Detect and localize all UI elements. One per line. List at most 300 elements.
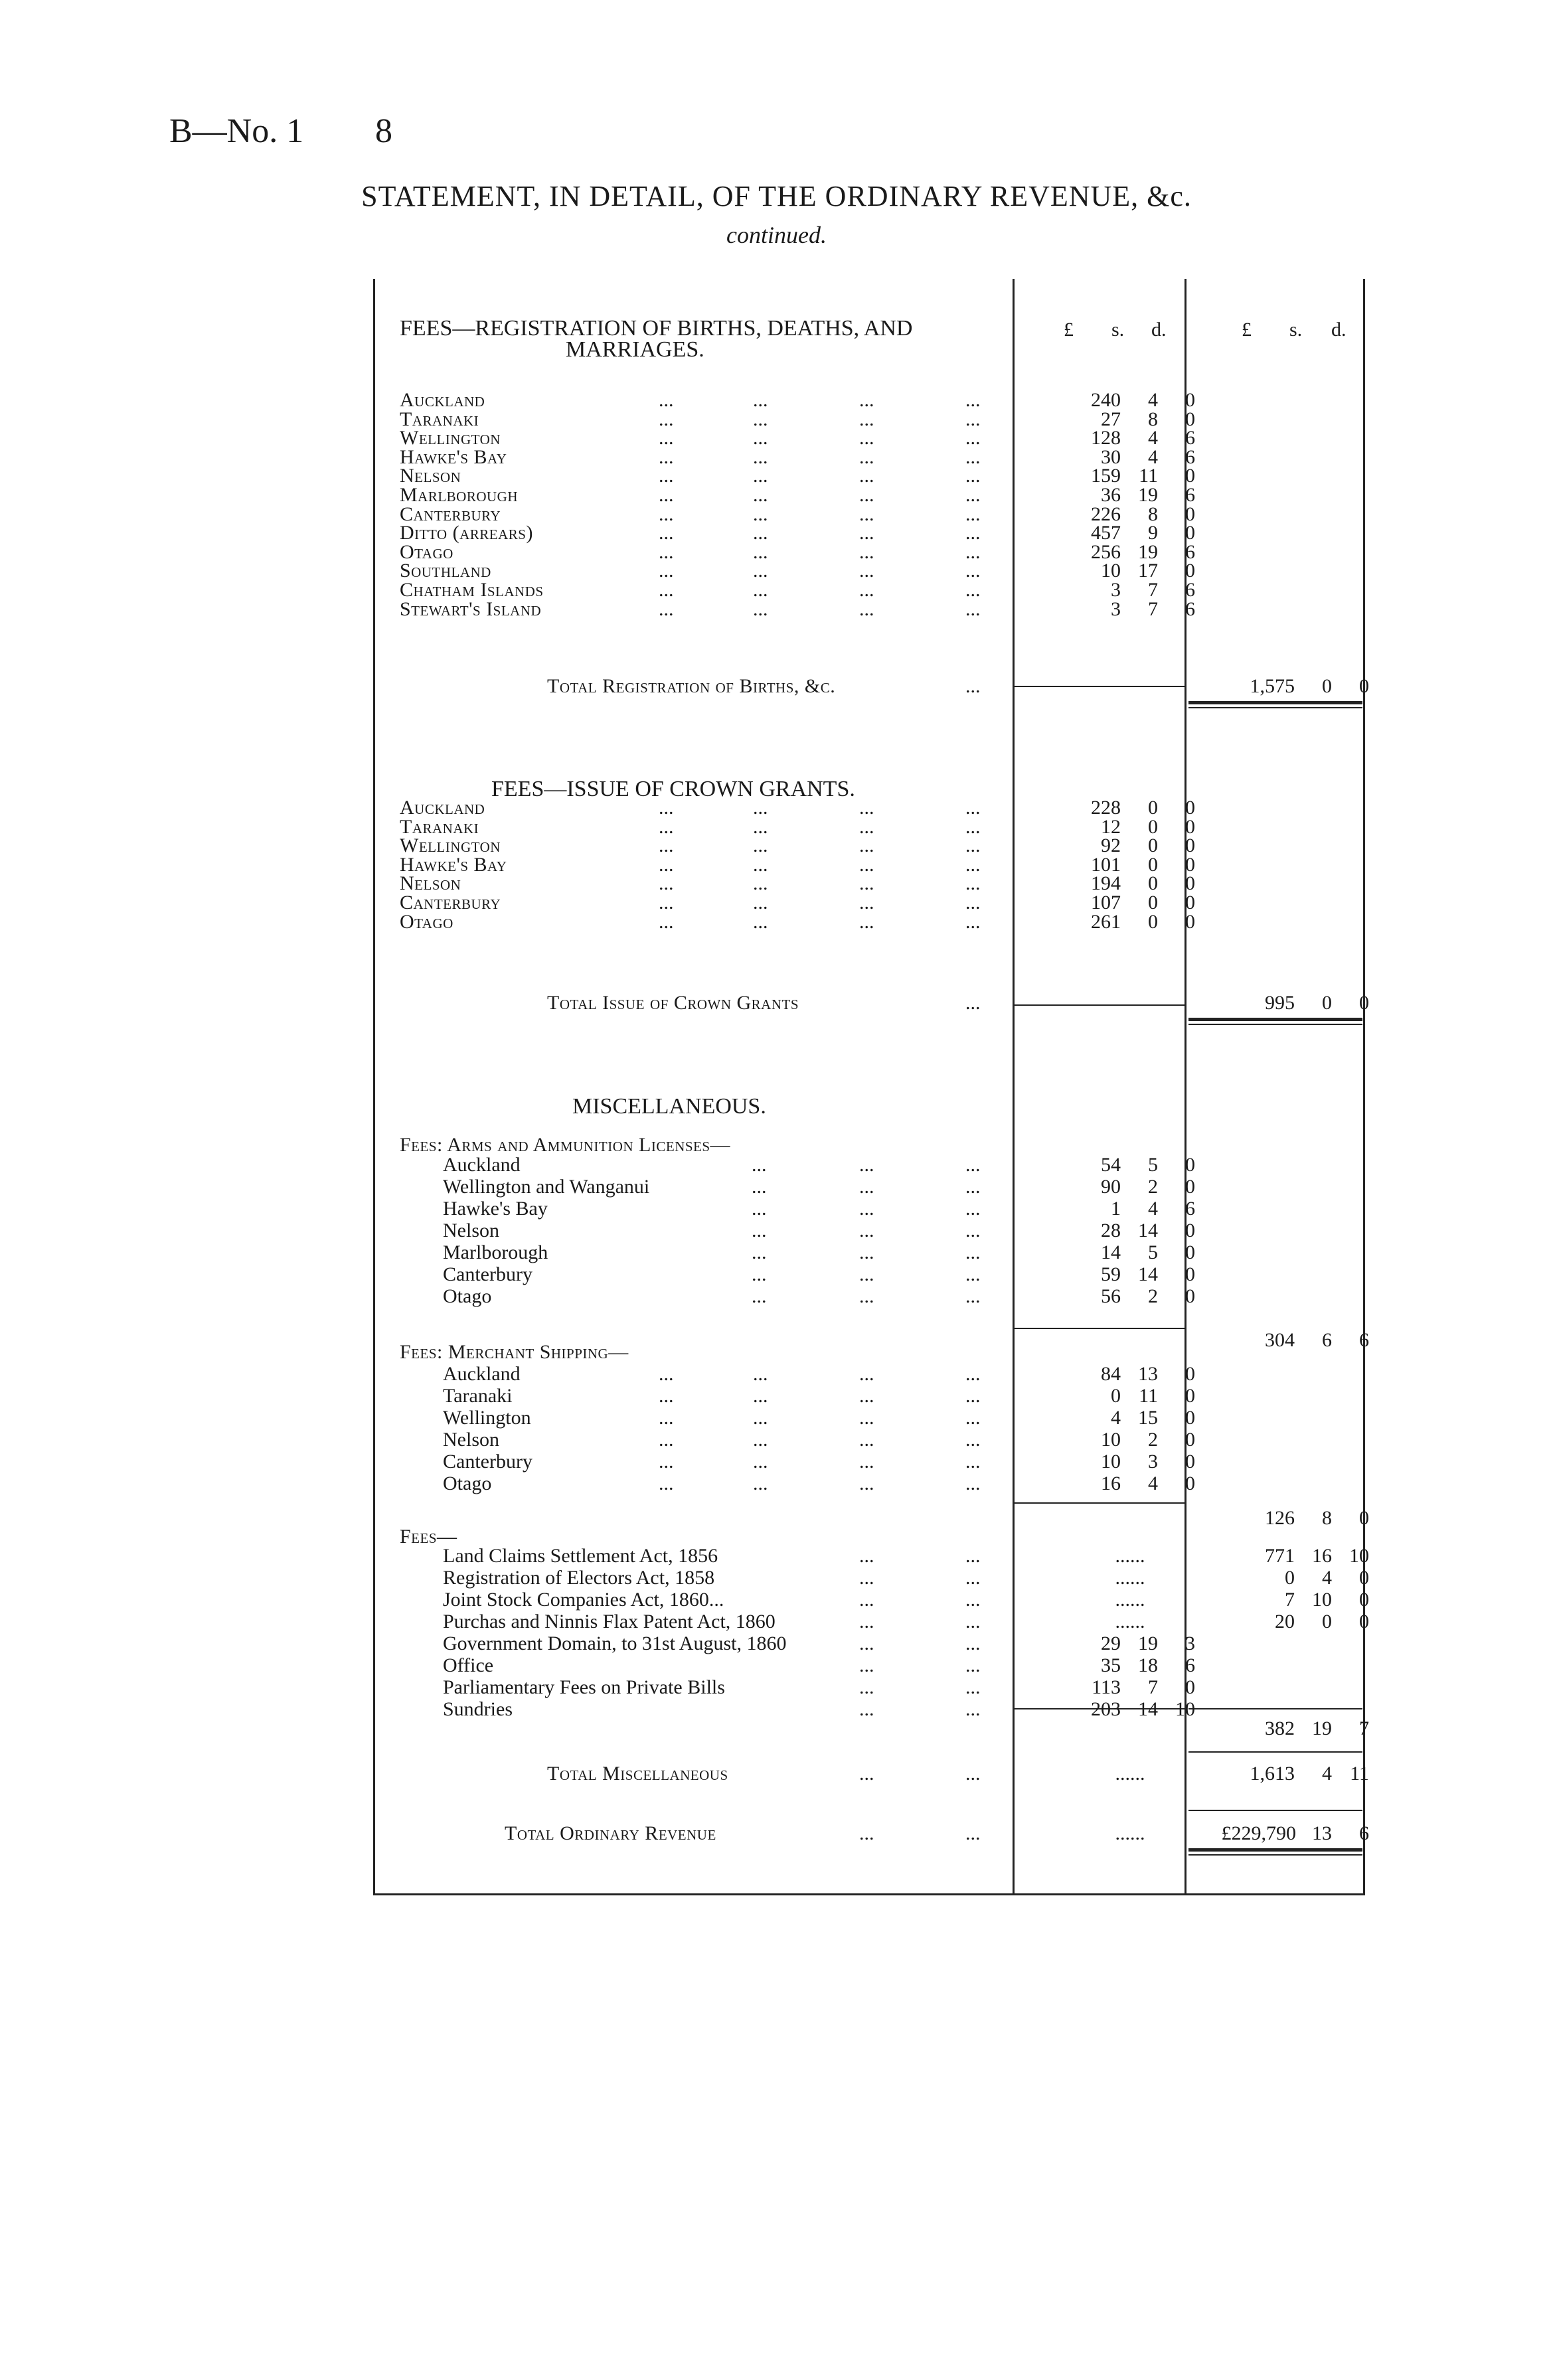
amount-cell: 0 [1148, 815, 1158, 838]
leader-dots: ... [859, 1567, 874, 1589]
amount-cell: 28 [1101, 1220, 1121, 1241]
amount-cell: 10 [1175, 1698, 1195, 1720]
crown-grants-section-title: FEES—ISSUE OF CROWN GRANTS. [491, 777, 855, 801]
leader-dots: ... [859, 1451, 874, 1472]
leader-dots: ... [659, 522, 674, 544]
leader-dots: ... [859, 1363, 874, 1385]
blank-filler: ...... [1115, 1589, 1145, 1611]
leader-dots: ... [753, 797, 768, 819]
leader-dots: ... [752, 1263, 767, 1285]
amount-cell: 9 [1148, 522, 1158, 544]
leader-dots: ... [752, 1198, 767, 1220]
leader-dots: ... [859, 540, 874, 563]
page-reference: B—No. 1 [169, 112, 304, 150]
table-row [373, 1154, 1365, 1176]
blank-filler: ...... [1115, 1763, 1145, 1785]
leader-dots: ... [965, 427, 981, 449]
leader-dots: ... [753, 408, 768, 430]
amount-cell: 19 [1138, 1632, 1158, 1654]
shipping-subtotal-pence: 0 [1359, 1507, 1369, 1529]
amount-cell: 54 [1101, 1154, 1121, 1176]
amount-cell: 261 [1091, 910, 1121, 933]
leader-dots: ... [659, 484, 674, 506]
amount-cell: 29 [1101, 1632, 1121, 1654]
arms-subtotal-pounds: 304 [1265, 1329, 1295, 1351]
amount-cell: 0 [1185, 1241, 1195, 1263]
amount-cell: 10 [1312, 1589, 1332, 1611]
amount-cell: 0 [1185, 1472, 1195, 1494]
row-label: Auckland [400, 389, 485, 411]
row-label: Auckland [443, 1363, 521, 1385]
amount-cell: 36 [1101, 484, 1121, 506]
leader-dots: ... [859, 1176, 874, 1198]
leader-dots: ... [659, 1451, 674, 1472]
leader-dots: ... [859, 1654, 874, 1676]
table-row [373, 598, 1365, 621]
amount-cell: 0 [1148, 892, 1158, 913]
amount-cell: 10 [1101, 560, 1121, 582]
leader-dots: ... [965, 1589, 981, 1611]
leader-dots: ... [753, 560, 768, 582]
leader-dots: ... [753, 522, 768, 544]
amount-cell: 457 [1091, 522, 1121, 544]
leader-dots: ... [659, 1429, 674, 1451]
amount-cell: 0 [1148, 872, 1158, 895]
col2-pence-heading: d. [1331, 319, 1347, 341]
row-label: Canterbury [400, 503, 501, 525]
leader-dots: ... [859, 1472, 874, 1494]
col-shilling-heading: s. [1111, 319, 1125, 341]
leader-dots: ... [965, 1385, 981, 1407]
row-label: Otago [443, 1472, 492, 1494]
table-row [373, 1589, 1369, 1611]
row-label: Office [443, 1654, 494, 1676]
amount-cell: 3 [1185, 1632, 1195, 1654]
row-label: Purchas and Ninnis Flax Patent Act, 1860 [443, 1611, 776, 1632]
leader-dots: ... [859, 1676, 874, 1698]
dots: ... [965, 992, 981, 1014]
table-row [373, 1220, 1365, 1242]
amount-cell: 14 [1138, 1698, 1158, 1720]
amount-cell: 6 [1185, 1198, 1195, 1220]
leader-dots: ... [752, 1285, 767, 1307]
double-rule [1188, 701, 1362, 704]
amount-cell: 19 [1138, 484, 1158, 506]
leader-dots: ... [965, 540, 981, 563]
col2-pound-heading: £ [1242, 319, 1252, 341]
leader-dots: ... [859, 1407, 874, 1429]
amount-cell: 0 [1185, 1363, 1195, 1385]
leader-dots: ... [965, 1611, 981, 1632]
amount-cell: 0 [1185, 1263, 1195, 1285]
amount-cell: 0 [1185, 503, 1195, 525]
amount-cell: 2 [1148, 1429, 1158, 1451]
fees-heading: Fees— [400, 1526, 457, 1547]
fees-subtotal-shillings: 19 [1312, 1717, 1332, 1739]
leader-dots: ... [659, 853, 674, 876]
leader-dots: ... [965, 834, 981, 857]
amount-cell: 8 [1148, 408, 1158, 430]
leader-dots: ... [753, 1451, 768, 1472]
row-label: Parliamentary Fees on Private Bills [443, 1676, 725, 1698]
leader-dots: ... [965, 503, 981, 525]
registration-total-label: Total Registration of Births, &c. [547, 675, 836, 697]
leader-dots: ... [859, 1698, 874, 1720]
row-label: Taranaki [443, 1385, 513, 1407]
amount-cell: 0 [1185, 389, 1195, 411]
leader-dots: ... [859, 408, 874, 430]
shipping-subtotal-shillings: 8 [1322, 1507, 1332, 1529]
amount-cell: 0 [1148, 834, 1158, 857]
amount-cell: 15 [1138, 1407, 1158, 1429]
arms-subtotal-pence: 6 [1359, 1329, 1369, 1351]
amount-cell: 194 [1091, 872, 1121, 895]
amount-cell: 0 [1185, 910, 1195, 933]
amount-cell: 0 [1185, 815, 1195, 838]
amount-cell: 113 [1092, 1676, 1121, 1698]
leader-dots: ... [965, 815, 981, 838]
amount-cell: 4 [1322, 1567, 1332, 1589]
leader-dots: ... [859, 892, 874, 913]
amount-cell: 30 [1101, 445, 1121, 468]
leader-dots: ... [659, 408, 674, 430]
leader-dots: ... [659, 540, 674, 563]
amount-cell: 6 [1185, 540, 1195, 563]
double-rule [1188, 1854, 1362, 1856]
dots: ... [965, 675, 981, 697]
amount-cell: 0 [1185, 1220, 1195, 1241]
amount-cell: 14 [1138, 1263, 1158, 1285]
double-rule [1188, 1018, 1362, 1021]
amount-cell: 12 [1101, 815, 1121, 838]
leader-dots: ... [965, 1198, 981, 1220]
leader-dots: ... [659, 579, 674, 601]
table-row [373, 1285, 1365, 1308]
leader-dots: ... [965, 1451, 981, 1472]
leader-dots: ... [659, 797, 674, 819]
leader-dots: ... [859, 1385, 874, 1407]
amount-cell: 6 [1185, 427, 1195, 449]
grand-total-pounds: £229,790 [1221, 1822, 1296, 1844]
amount-cell: 10 [1349, 1545, 1369, 1567]
leader-dots: ... [965, 1632, 981, 1654]
leader-dots: ... [659, 1407, 674, 1429]
leader-dots: ... [965, 1429, 981, 1451]
registration-section-title: FEES—REGISTRATION OF BIRTHS, DEATHS, AND [400, 316, 913, 341]
miscellaneous-section-title: MISCELLANEOUS. [572, 1094, 766, 1119]
leader-dots: ... [659, 597, 674, 620]
row-label: Otago [400, 540, 453, 563]
amount-cell: 0 [1111, 1385, 1121, 1407]
leader-dots: ... [859, 1632, 874, 1654]
amount-cell: 7 [1285, 1589, 1295, 1611]
row-label: Registration of Electors Act, 1858 [443, 1567, 715, 1589]
leader-dots: ... [753, 579, 768, 601]
amount-cell: 0 [1185, 1676, 1195, 1698]
leader-dots: ... [659, 892, 674, 913]
leader-dots: ... [753, 815, 768, 838]
amount-cell: 0 [1185, 1154, 1195, 1176]
leader-dots: ... [965, 853, 981, 876]
leader-dots: ... [859, 1154, 874, 1176]
double-rule [1188, 707, 1362, 708]
leader-dots: ... [659, 872, 674, 895]
leader-dots: ... [859, 465, 874, 487]
leader-dots: ... [859, 522, 874, 544]
leader-dots: ... [659, 389, 674, 411]
table-row [373, 1198, 1365, 1220]
amount-cell: 0 [1185, 522, 1195, 544]
rule [1013, 686, 1185, 687]
amount-cell: 771 [1265, 1545, 1295, 1567]
amount-cell: 14 [1138, 1220, 1158, 1241]
amount-cell: 16 [1101, 1472, 1121, 1494]
table-row [373, 1451, 1365, 1473]
row-label: Marlborough [443, 1241, 548, 1263]
leader-dots: ... [965, 597, 981, 620]
amount-cell: 0 [1185, 797, 1195, 819]
crown-grants-total-label: Total Issue of Crown Grants [547, 992, 799, 1014]
double-rule [1188, 1024, 1362, 1025]
amount-cell: 5 [1148, 1154, 1158, 1176]
leader-dots: ... [965, 1676, 981, 1698]
dots: ... [965, 1763, 981, 1785]
leader-dots: ... [753, 853, 768, 876]
amount-cell: 0 [1148, 853, 1158, 876]
table-row [373, 1407, 1365, 1429]
amount-cell: 0 [1359, 1589, 1369, 1611]
amount-cell: 128 [1091, 427, 1121, 449]
amount-cell: 1 [1111, 1198, 1121, 1220]
amount-cell: 0 [1148, 910, 1158, 933]
amount-cell: 14 [1101, 1241, 1121, 1263]
leader-dots: ... [753, 892, 768, 913]
col2-shilling-heading: s. [1289, 319, 1303, 341]
row-label: Canterbury [443, 1263, 532, 1285]
amount-cell: 35 [1101, 1654, 1121, 1676]
crown-grants-total-pounds: 995 [1265, 992, 1295, 1014]
amount-cell: 59 [1101, 1263, 1121, 1285]
amount-cell: 5 [1148, 1241, 1158, 1263]
amount-cell: 4 [1148, 445, 1158, 468]
amount-cell: 0 [1359, 1567, 1369, 1589]
arms-subtotal-shillings: 6 [1322, 1329, 1332, 1351]
crown-grants-total-pence: 0 [1359, 992, 1369, 1014]
leader-dots: ... [965, 1545, 981, 1567]
leader-dots: ... [659, 1472, 674, 1494]
row-label: Nelson [400, 872, 461, 895]
leader-dots: ... [859, 853, 874, 876]
leader-dots: ... [753, 503, 768, 525]
amount-cell: 6 [1185, 597, 1195, 620]
leader-dots: ... [859, 389, 874, 411]
row-label: Sundries [443, 1698, 513, 1720]
leader-dots: ... [659, 427, 674, 449]
leader-dots: ... [859, 1285, 874, 1307]
leader-dots: ... [753, 389, 768, 411]
merchant-shipping-heading: Fees: Merchant Shipping— [400, 1341, 629, 1363]
leader-dots: ... [859, 872, 874, 895]
document-subtitle: continued. [726, 222, 827, 248]
leader-dots: ... [752, 1241, 767, 1263]
amount-cell: 0 [1185, 834, 1195, 857]
leader-dots: ... [859, 1220, 874, 1241]
leader-dots: ... [659, 503, 674, 525]
table-row [373, 1632, 1365, 1655]
leader-dots: ... [859, 815, 874, 838]
amount-cell: 3 [1111, 579, 1121, 601]
amount-cell: 107 [1091, 892, 1121, 913]
leader-dots: ... [965, 1407, 981, 1429]
leader-dots: ... [859, 484, 874, 506]
row-label: Hawke's Bay [400, 445, 507, 468]
leader-dots: ... [659, 815, 674, 838]
amount-cell: 0 [1185, 408, 1195, 430]
leader-dots: ... [753, 445, 768, 468]
leader-dots: ... [753, 834, 768, 857]
leader-dots: ... [753, 1407, 768, 1429]
table-bottom-rule [373, 1893, 1365, 1895]
amount-cell: 16 [1312, 1545, 1332, 1567]
amount-cell: 10 [1101, 1451, 1121, 1472]
amount-cell: 4 [1148, 389, 1158, 411]
leader-dots: ... [859, 1198, 874, 1220]
leader-dots: ... [965, 408, 981, 430]
blank-filler: ...... [1115, 1567, 1145, 1589]
row-label: Hawke's Bay [400, 853, 507, 876]
leader-dots: ... [965, 1241, 981, 1263]
leader-dots: ... [859, 1545, 874, 1567]
amount-cell: 0 [1185, 1429, 1195, 1451]
leader-dots: ... [659, 445, 674, 468]
leader-dots: ... [965, 389, 981, 411]
amount-cell: 7 [1148, 579, 1158, 601]
amount-cell: 18 [1138, 1654, 1158, 1676]
leader-dots: ... [753, 540, 768, 563]
revenue-table [373, 279, 1369, 1895]
amount-cell: 256 [1091, 540, 1121, 563]
amount-cell: 6 [1185, 1654, 1195, 1676]
leader-dots: ... [753, 484, 768, 506]
table-row [373, 911, 1365, 933]
leader-dots: ... [859, 579, 874, 601]
leader-dots: ... [965, 797, 981, 819]
amount-cell: 6 [1185, 484, 1195, 506]
fees-subtotal-pence: 7 [1359, 1717, 1369, 1739]
amount-cell: 0 [1322, 1611, 1332, 1632]
amount-cell: 0 [1359, 1611, 1369, 1632]
leader-dots: ... [965, 1176, 981, 1198]
table-row [373, 1241, 1365, 1264]
leader-dots: ... [859, 1611, 874, 1632]
rule [1188, 1810, 1362, 1811]
amount-cell: 240 [1091, 389, 1121, 411]
amount-cell: 4 [1148, 1472, 1158, 1494]
leader-dots: ... [659, 560, 674, 582]
leader-dots: ... [752, 1176, 767, 1198]
leader-dots: ... [859, 1589, 874, 1611]
leader-dots: ... [659, 1363, 674, 1385]
leader-dots: ... [752, 1220, 767, 1241]
leader-dots: ... [659, 834, 674, 857]
amount-cell: 7 [1148, 1676, 1158, 1698]
fees-subtotal-pounds: 382 [1265, 1717, 1295, 1739]
rule [1013, 1004, 1185, 1006]
amount-cell: 228 [1091, 797, 1121, 819]
crown-grants-total-shillings: 0 [1322, 992, 1332, 1014]
amount-cell: 8 [1148, 503, 1158, 525]
amount-cell: 4 [1148, 427, 1158, 449]
leader-dots: ... [753, 910, 768, 933]
amount-cell: 226 [1091, 503, 1121, 525]
page-number: 8 [375, 112, 392, 150]
amount-cell: 6 [1185, 579, 1195, 601]
table-row [373, 1385, 1365, 1407]
amount-cell: 0 [1185, 892, 1195, 913]
blank-filler: ...... [1115, 1822, 1145, 1844]
leader-dots: ... [659, 910, 674, 933]
grand-total-pence: 6 [1359, 1822, 1369, 1844]
leader-dots: ... [753, 1363, 768, 1385]
row-label: Wellington [400, 834, 501, 857]
row-label: Nelson [400, 465, 461, 487]
leader-dots: ... [965, 1363, 981, 1385]
amount-cell: 0 [1185, 1176, 1195, 1198]
amount-cell: 0 [1185, 1407, 1195, 1429]
amount-cell: 0 [1185, 1385, 1195, 1407]
leader-dots: ... [753, 1429, 768, 1451]
table-row [373, 1263, 1365, 1286]
registration-total-shillings: 0 [1322, 675, 1332, 697]
registration-total-pence: 0 [1359, 675, 1369, 697]
row-label: Taranaki [400, 408, 479, 430]
leader-dots: ... [859, 427, 874, 449]
row-label: Joint Stock Companies Act, 1860... [443, 1589, 724, 1611]
row-label: Otago [443, 1285, 492, 1307]
row-label: Hawke's Bay [443, 1198, 548, 1220]
rule [1188, 1751, 1362, 1753]
amount-cell: 0 [1285, 1567, 1295, 1589]
amount-cell: 3 [1111, 597, 1121, 620]
row-label: Wellington [443, 1407, 531, 1429]
leader-dots: ... [965, 465, 981, 487]
amount-cell: 0 [1185, 560, 1195, 582]
leader-dots: ... [965, 484, 981, 506]
table-row [373, 1611, 1369, 1633]
grand-total-shillings: 13 [1312, 1822, 1332, 1844]
leader-dots: ... [965, 892, 981, 913]
leader-dots: ... [859, 1241, 874, 1263]
amount-cell: 17 [1138, 560, 1158, 582]
amount-cell: 0 [1185, 853, 1195, 876]
grand-total-label: Total Ordinary Revenue [505, 1822, 716, 1844]
row-label: Auckland [400, 797, 485, 819]
leader-dots: ... [965, 910, 981, 933]
amount-cell: 11 [1139, 1385, 1158, 1407]
amount-cell: 27 [1101, 408, 1121, 430]
leader-dots: ... [965, 560, 981, 582]
leader-dots: ... [753, 427, 768, 449]
amount-cell: 20 [1275, 1611, 1295, 1632]
amount-cell: 4 [1111, 1407, 1121, 1429]
amount-cell: 90 [1101, 1176, 1121, 1198]
double-rule [1188, 1848, 1362, 1852]
rule [1013, 1502, 1185, 1504]
leader-dots: ... [965, 1654, 981, 1676]
row-label: Wellington [400, 427, 501, 449]
col-pence-heading: d. [1151, 319, 1167, 341]
leader-dots: ... [859, 834, 874, 857]
